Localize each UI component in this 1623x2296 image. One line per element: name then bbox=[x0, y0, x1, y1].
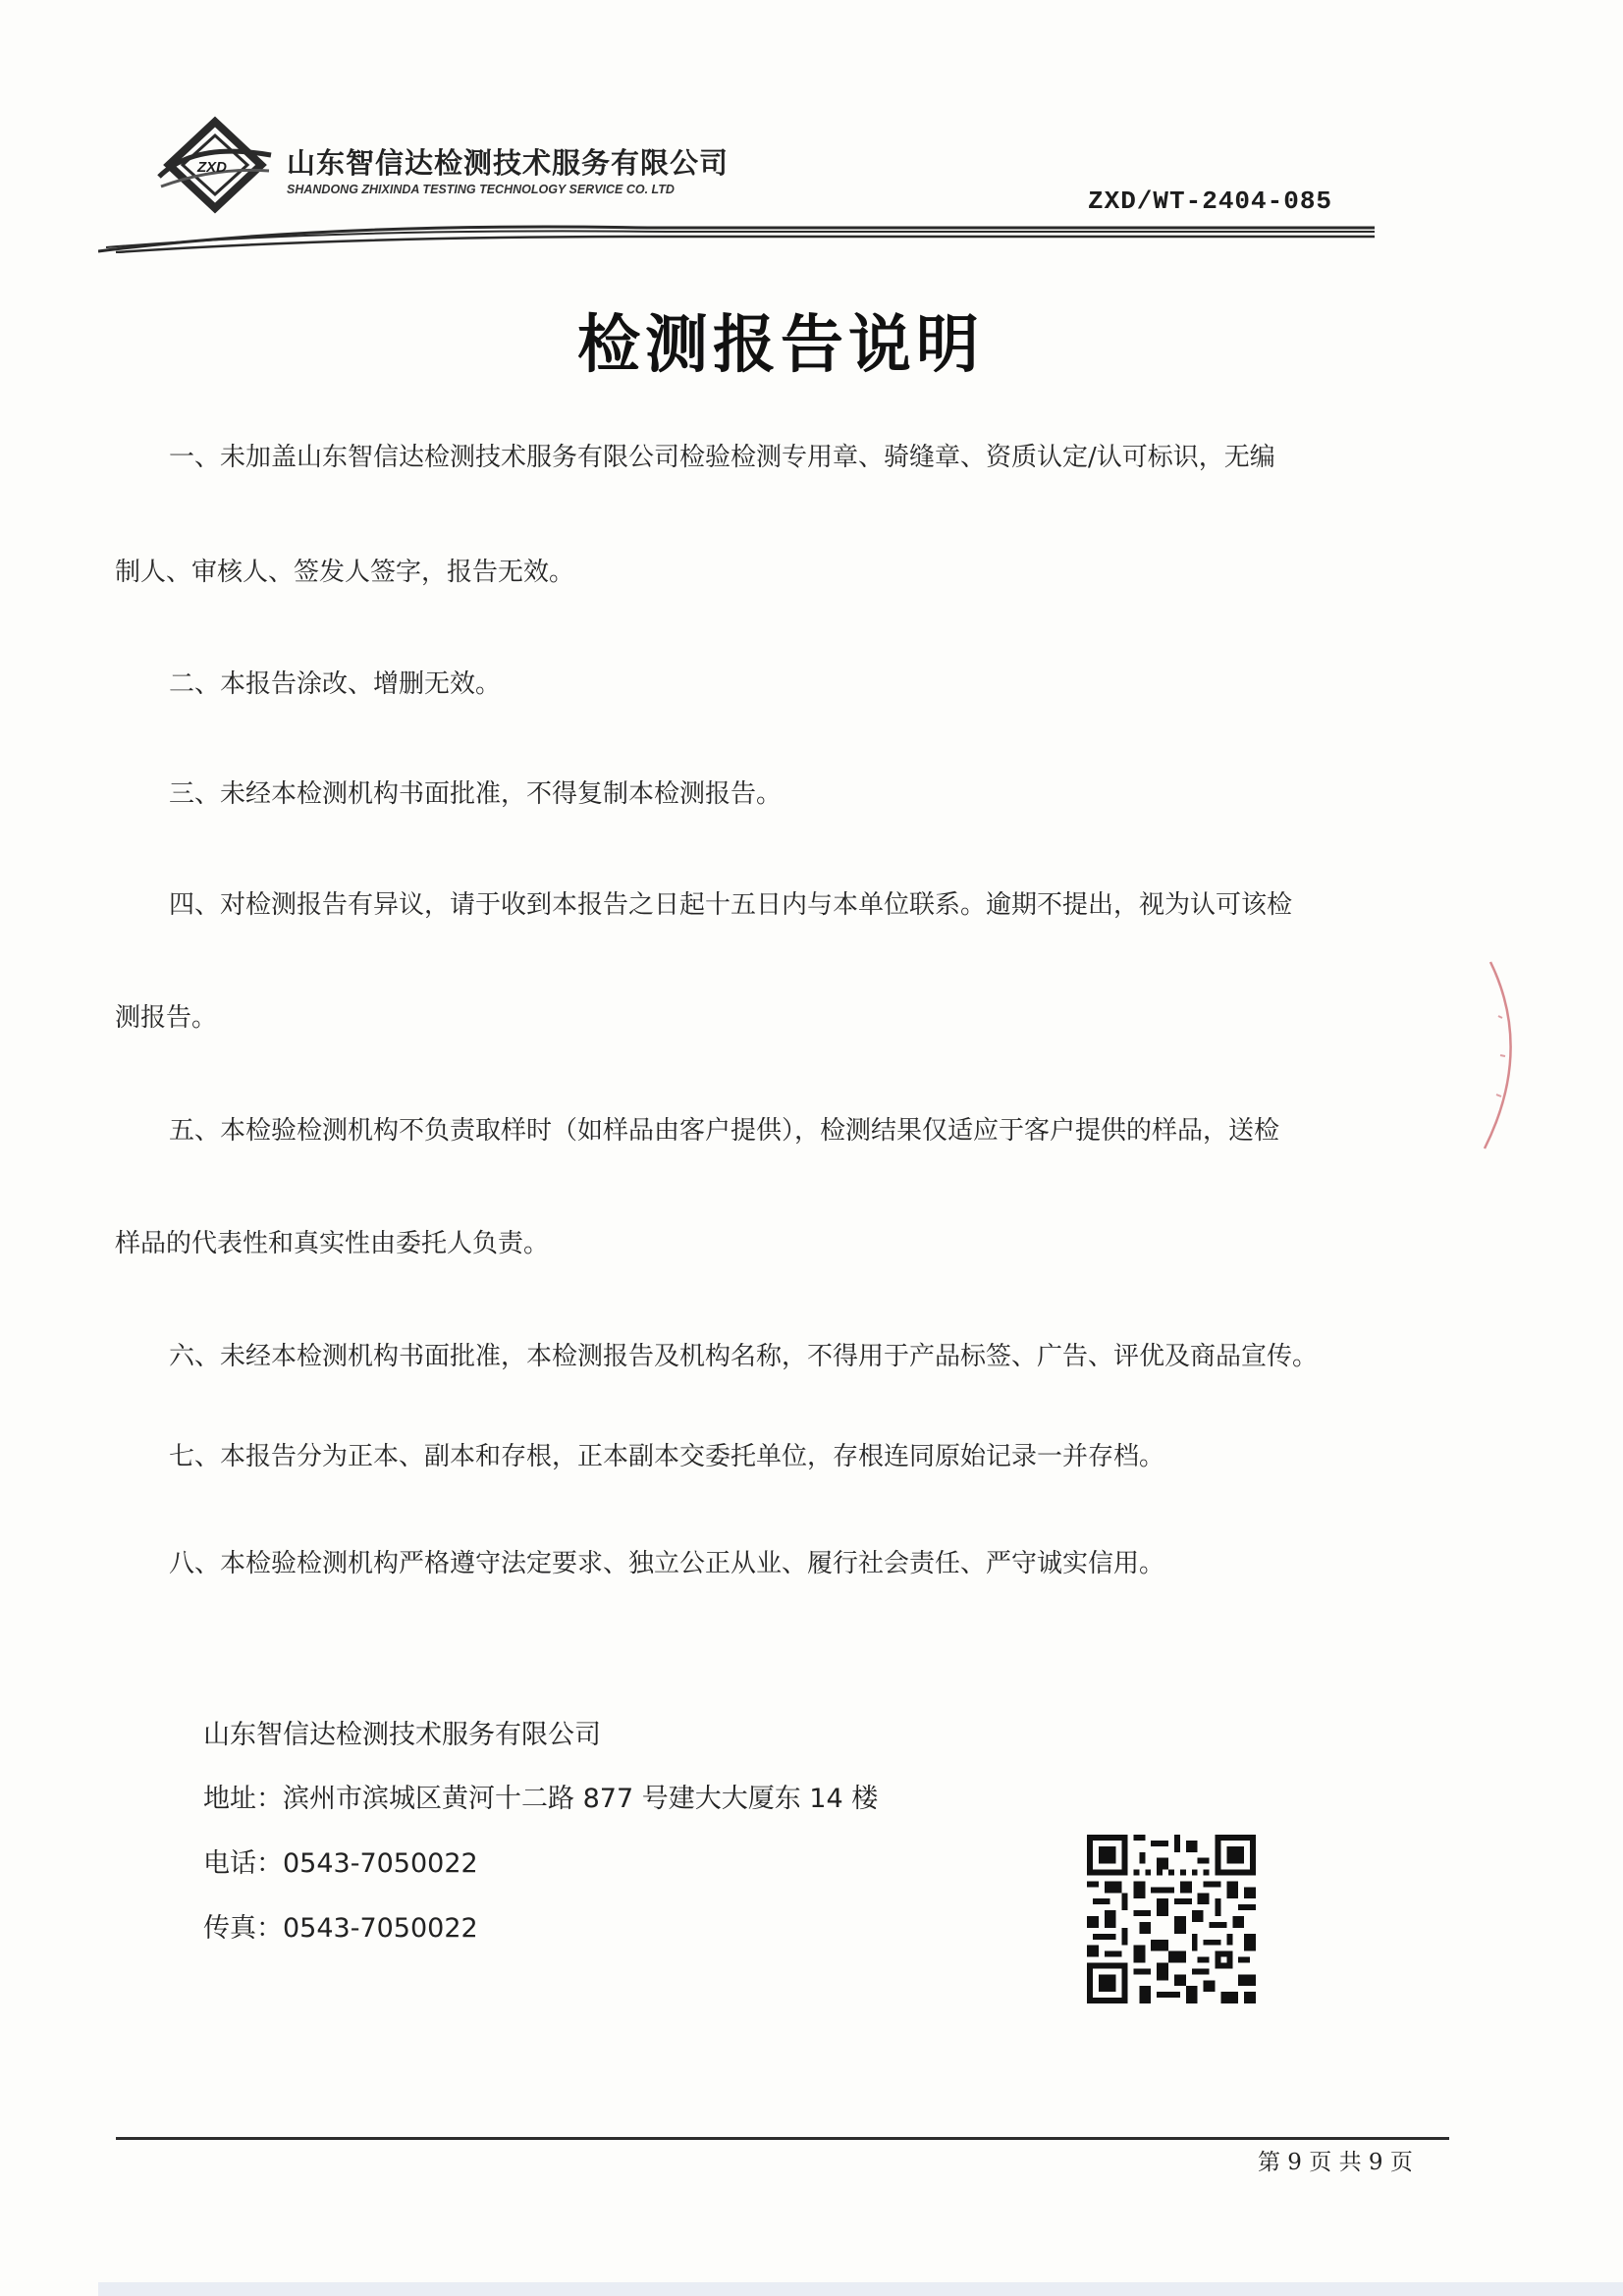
footer-divider bbox=[116, 2137, 1449, 2140]
qr-code bbox=[1087, 1835, 1256, 2003]
contact-address: 地址：滨州市滨城区黄河十二路 877 号建大大厦东 14 楼 bbox=[203, 1784, 879, 1814]
header-divider bbox=[98, 218, 1375, 253]
contact-company: 山东智信达检测技术服务有限公司 bbox=[203, 1720, 601, 1750]
clause-1-line-1: 一、未加盖山东智信达检测技术服务有限公司检验检测专用章、骑缝章、资质认定/认可标识，无编 bbox=[169, 443, 1275, 472]
report-number: ZXD/WT-2404-085 bbox=[1088, 187, 1333, 216]
document-title: 检测报告说明 bbox=[577, 309, 984, 382]
clause-3: 三、未经本检测机构书面批准，不得复制本检测报告。 bbox=[169, 779, 783, 809]
clause-5-line-1: 五、本检验检测机构不负责取样时（如样品由客户提供），检测结果仅适应于客户提供的样品，送检 bbox=[169, 1116, 1280, 1146]
clause-4-line-2: 测报告。 bbox=[115, 1003, 218, 1033]
seal-edge-mark bbox=[1473, 957, 1532, 1153]
clause-4-line-1: 四、对检测报告有异议，请于收到本报告之日起十五日内与本单位联系。逾期不提出，视为认可该检 bbox=[169, 890, 1293, 920]
contact-phone: 电话：0543-7050022 bbox=[203, 1848, 478, 1879]
clause-7: 七、本报告分为正本、副本和存根，正本副本交委托单位，存根连同原始记录一并存档。 bbox=[169, 1442, 1165, 1471]
company-name-en: SHANDONG ZHIXINDA TESTING TECHNOLOGY SERVICE CO. LTD bbox=[287, 183, 675, 196]
clause-5-line-2: 样品的代表性和真实性由委托人负责。 bbox=[115, 1229, 550, 1258]
company-name-cn: 山东智信达检测技术服务有限公司 bbox=[287, 146, 730, 180]
svg-text:ZXD: ZXD bbox=[197, 159, 227, 176]
clause-8: 八、本检验检测机构严格遵守法定要求、独立公正从业、履行社会责任、严守诚实信用。 bbox=[169, 1549, 1165, 1578]
clause-6: 六、未经本检测机构书面批准，本检测报告及机构名称，不得用于产品标签、广告、评优及商品宣传。 bbox=[169, 1342, 1319, 1371]
scan-edge-strip bbox=[98, 2282, 1623, 2296]
company-logo bbox=[155, 116, 275, 214]
page-number: 第 9 页 共 9 页 bbox=[1258, 2150, 1413, 2175]
contact-fax: 传真：0543-7050022 bbox=[203, 1913, 478, 1944]
clause-1-line-2: 制人、审核人、签发人签字，报告无效。 bbox=[115, 558, 575, 587]
clause-2: 二、本报告涂改、增删无效。 bbox=[169, 669, 502, 699]
